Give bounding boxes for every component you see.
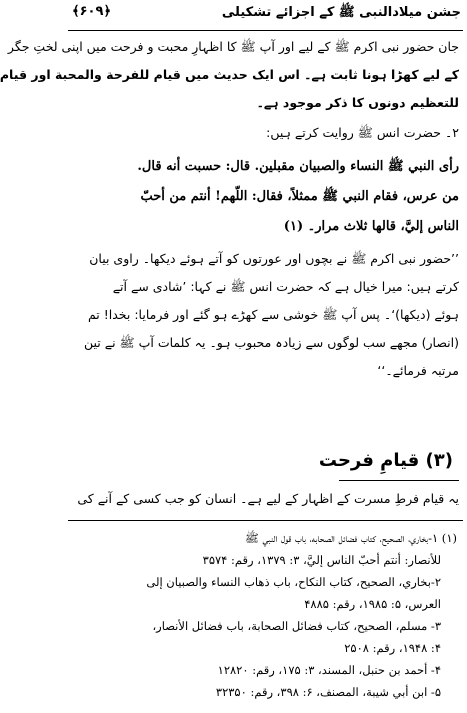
header-divider	[68, 30, 463, 31]
page-number: ﴿۶۰۹﴾	[72, 4, 112, 19]
footnote-divider	[68, 520, 463, 521]
translation-line-4: (انصار) مجھے سب لوگوں سے زیادہ محبوب ہو۔ یہ کلمات آپ ﷺ نے تین	[84, 335, 459, 350]
translation-line-2: کرتے ہیں: میرا خیال ہے کہ حضرت انس ﷺ نے کہا: ’شادی سے آتے	[112, 279, 459, 294]
footnote-line-2: للأنصار: أنتم أحبّ الناس إليَّ، ۳: ۱۳۷۹، رقم: ۳۵۷۴	[202, 553, 441, 567]
footnote-line-8: ۵- ابن أبي شيبة، المصنف، ۶: ۳۹۸، رقم: ۳۲۳۵۰	[215, 685, 441, 699]
arabic-hadith-line-1: رأى النبي ﷺ النساء والصبيان مقبلين. قال: حسبت أنه قال.	[137, 159, 459, 174]
footnote-line-5: ۳- مسلم، الصحيح، كتاب فضائل الصحابة، باب فضائل الأنصار،	[152, 619, 441, 633]
section-body-line: یہ قیام فرطِ مسرت کے اظہار کے لیے ہے۔ انسان کو جب کسی کے آنے کی	[77, 491, 459, 506]
footnote-line-6: ۴: ۱۹۴۸، رقم: ۲۵۰۸	[344, 641, 441, 655]
footnote-line-1: (۱) ۱-بخاري، الصحيح، كتاب فضائل الصحابه، باب قول النبي ﷺ	[245, 531, 457, 545]
translation-line-3: ہوئے (دیکھا)‘۔ پس آپ ﷺ خوشی سے کھڑے ہو گئے اور فرمایا: بخدا! تم	[87, 307, 459, 322]
page-header	[64, 0, 467, 30]
section-heading	[318, 448, 459, 480]
footnote-line-4: العرس، ۵: ۱۹۸۵، رقم: ۴۸۸۵	[304, 597, 441, 611]
footnote-line-3: ۲-بخاري، الصحيح، كتاب النكاح، باب ذهاب النساء والصبيان إلى	[146, 575, 441, 589]
translation-line-5: مرتبہ فرمائے۔‘‘	[377, 363, 459, 378]
section-heading-text: (۳) قیامِ فرحت	[318, 450, 453, 471]
body-line-3: للتعظیم دونوں کا ذکر موجود ہے۔	[256, 95, 459, 110]
running-title: جشن میلادالنبی ﷺ کے اجزائے تشکیلی	[221, 5, 461, 20]
translation-line-1: ’’حضور نبی اکرم ﷺ نے بچوں اور عورتوں کو آتے ہوئے دیکھا۔ راوی بیان	[89, 251, 459, 266]
arabic-hadith-line-3: الناس إليَّ، قالها ثلاث مرار۔ (۱)	[283, 219, 459, 234]
body-line-2: کے لیے کھڑا ہونا ثابت ہے۔ اس ایک حدیث میں قیام للفرحة والمحبة اور قیام	[0, 67, 459, 82]
footnote-line-7: ۴- أحمد بن حنبل، المسند، ۳: ۱۷۵، رقم: ۱۲۸۲۰	[217, 663, 441, 677]
hadith-intro: ۲۔ حضرت انس ﷺ روایت کرتے ہیں:	[266, 125, 459, 140]
section-heading-underline	[339, 480, 459, 481]
body-line-1: جان حضور نبی اکرم ﷺ کے لیے اور آپ ﷺ کا اظہارِ محبت و فرحت میں اپنی لختِ جگر	[7, 39, 459, 54]
arabic-hadith-line-2: من عرس، فقام النبي ﷺ ممثلاً، فقال: اللّهم! أنتم من أحبّ	[140, 189, 459, 204]
